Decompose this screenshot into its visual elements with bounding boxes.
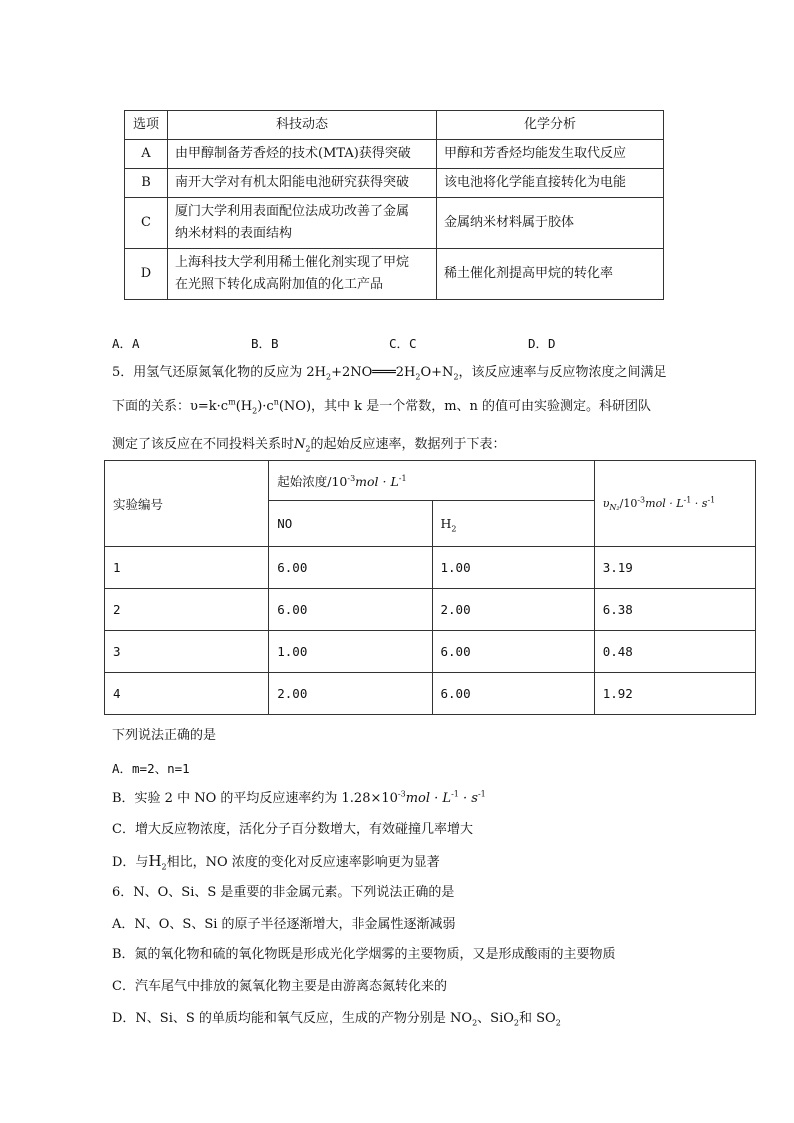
q6-option-b[interactable]: B．氮的氧化物和硫的氧化物既是形成光化学烟雾的主要物质，又是形成酸雨的主要物质 bbox=[112, 947, 616, 962]
q5-stem-line1: 5．用氢气还原氮氧化物的反应为 $2H_2+2NO═══2H_2O+N_2$，该反应速率与反应物浓度之间满足 bbox=[112, 365, 667, 382]
news-cell bbox=[168, 249, 437, 300]
table-row bbox=[105, 547, 756, 589]
q4-option-b[interactable]: B．B bbox=[251, 336, 279, 351]
science-news-table bbox=[124, 110, 664, 300]
header-no: NO bbox=[269, 501, 432, 547]
q6-option-a[interactable]: A．N、O、S、Si 的原子半径逐渐增大，非金属性逐渐减弱 bbox=[112, 917, 456, 932]
header-news: 科技动态 bbox=[168, 111, 437, 140]
q4-option-a[interactable]: A．A bbox=[112, 336, 140, 351]
header-option: 选项 bbox=[125, 111, 168, 140]
q5-stem-line3: 测定了该反应在不同投料关系时$N_2$的起始反应速率，数据列于下表： bbox=[112, 437, 506, 454]
cell-exp: 1 bbox=[105, 547, 269, 589]
q5-option-a[interactable]: A．m=2、n=1 bbox=[112, 761, 190, 776]
news-line: 纳米材料的表面结构 bbox=[175, 226, 293, 241]
header-h2: $H_2$ bbox=[432, 501, 594, 547]
table-row bbox=[105, 673, 756, 715]
cell-exp: 2 bbox=[105, 589, 269, 631]
q6-option-c[interactable]: C．汽车尾气中排放的氮氧化物主要是由游离态氮转化来的 bbox=[112, 979, 447, 994]
table-row bbox=[105, 631, 756, 673]
analysis-cell: 甲醇和芳香烃均能发生取代反应 bbox=[437, 140, 664, 169]
q6-option-d[interactable]: D．N、Si、S 的单质均能和氧气反应，生成的产物分别是 $NO_2$、SiO$_2$和 $SO_2$ bbox=[112, 1011, 561, 1028]
header-analysis: 化学分析 bbox=[437, 111, 664, 140]
q5-option-d[interactable]: D．与$H_2$相比，NO 浓度的变化对反应速率影响更为显著 bbox=[112, 852, 440, 872]
q5-stem-line2: 下面的关系：$\upsilon=k\cdot c^m(H_2)\cdot c^n(NO)$，其中 k 是一个常数，m、n 的值可由实验测定。科研团队 bbox=[112, 397, 652, 416]
analysis-cell: 稀土催化剂提高甲烷的转化率 bbox=[437, 249, 664, 300]
news-cell: 南开大学对有机太阳能电池研究获得突破 bbox=[168, 169, 437, 198]
cell-h2: 6.00 bbox=[432, 631, 594, 673]
table-row bbox=[125, 169, 664, 198]
table-row bbox=[125, 140, 664, 169]
news-cell bbox=[168, 198, 437, 249]
option-cell: C bbox=[125, 198, 168, 249]
table-row bbox=[125, 198, 664, 249]
table-header-row bbox=[125, 111, 664, 140]
q5-statement: 下列说法正确的是 bbox=[112, 728, 217, 743]
cell-exp: 4 bbox=[105, 673, 269, 715]
analysis-cell: 该电池将化学能直接转化为电能 bbox=[437, 169, 664, 198]
q6-stem: 6．N、O、Si、S 是重要的非金属元素。下列说法正确的是 bbox=[112, 885, 455, 900]
q5-option-c[interactable]: C．增大反应物浓度，活化分子百分数增大，有效碰撞几率增大 bbox=[112, 822, 473, 837]
cell-no: 6.00 bbox=[269, 589, 432, 631]
table-row bbox=[105, 589, 756, 631]
cell-h2: 6.00 bbox=[432, 673, 594, 715]
cell-rate: 0.48 bbox=[594, 631, 755, 673]
q5-option-b[interactable]: B．实验 2 中 NO 的平均反应速率约为 $1.28\times 10^{-3}mol \cdot L^{-1} \cdot s^{-1}$ bbox=[112, 789, 486, 806]
table-row bbox=[125, 249, 664, 300]
cell-no: 6.00 bbox=[269, 547, 432, 589]
option-cell: B bbox=[125, 169, 168, 198]
header-rate: $\upsilon_{N_2}/10^{-3}mol \cdot L^{-1} \cdot s^{-1}$ bbox=[594, 461, 755, 547]
cell-rate: 1.92 bbox=[594, 673, 755, 715]
cell-h2: 2.00 bbox=[432, 589, 594, 631]
cell-exp: 3 bbox=[105, 631, 269, 673]
news-cell: 由甲醇制备芳香烃的技术(MTA)获得突破 bbox=[168, 140, 437, 169]
q4-option-d[interactable]: D．D bbox=[528, 336, 556, 351]
header-initial-concentration: 起始浓度$/10^{-3}mol \cdot L^{-1}$ bbox=[269, 461, 594, 501]
news-line: 厦门大学利用表面配位法成功改善了金属 bbox=[175, 204, 410, 219]
experiment-table bbox=[104, 460, 756, 715]
option-cell: D bbox=[125, 249, 168, 300]
header-experiment-number: 实验编号 bbox=[105, 461, 269, 547]
news-line: 上海科技大学利用稀土催化剂实现了甲烷 bbox=[175, 255, 410, 270]
option-cell: A bbox=[125, 140, 168, 169]
cell-rate: 6.38 bbox=[594, 589, 755, 631]
analysis-cell: 金属纳米材料属于胶体 bbox=[437, 198, 664, 249]
cell-rate: 3.19 bbox=[594, 547, 755, 589]
news-line: 在光照下转化成高附加值的化工产品 bbox=[175, 277, 384, 292]
q4-option-c[interactable]: C．C bbox=[389, 336, 417, 351]
cell-no: 2.00 bbox=[269, 673, 432, 715]
cell-no: 1.00 bbox=[269, 631, 432, 673]
cell-h2: 1.00 bbox=[432, 547, 594, 589]
